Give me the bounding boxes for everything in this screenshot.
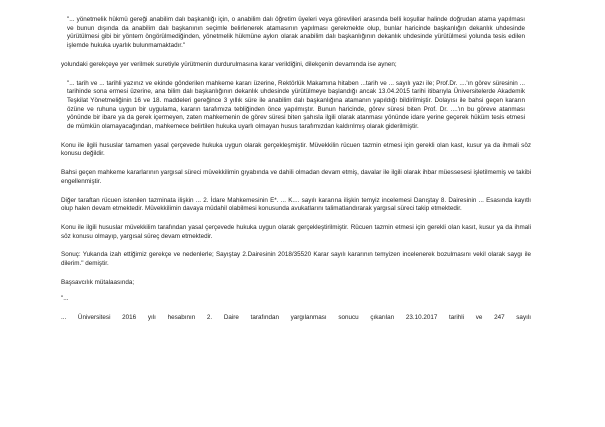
paragraph-spacer [61, 287, 531, 295]
conclusion-paragraph: Sonuç: Yukarıda izah ettiğimiz gerekçe ve nedenlerle; Sayıştay 2.Dairesinin 2018/35520 Karar sayılı kararının temyizen incelenerek bozulmasını vekil olarak saygı ile dilerim." demiştir. [61, 251, 531, 268]
paragraph-spacer [61, 269, 531, 279]
quoted-reasoning-paragraph: "... yönetmelik hükmü gereği anabilim dalı başkanlığı için, o anabilim dalı öğretim üyeleri veya görevlileri arasında belli koşullar halinde doğrudan atama yapılması ve bunun dışında da anabilim dalı başkanının seçimle belirlenerek atamasının yapılması gerekmekte olup, bunlar haricinde başkanlığın dekanlık uhdesinde yürütülmesi gibi bir yöntem öngörülmediğinden, yönetmelik hükmüne aykırı olarak anabilim dalı başkanlığının dekanlık uhdesinde yürütülmesi yolunda tesis edilen işlemde hukuka uyarlık bulunmamaktadır." [67, 16, 525, 50]
paragraph-spacer [61, 241, 531, 251]
paragraph-spacer [61, 132, 531, 142]
body-paragraph: Konu ile ilgili hususlar müvekkilim tarafından yasal çerçevede hukuka uygun olarak gerçekleştirilmiştir. Rücuen tazmin etmesi için gerekli olan kasıt, kusur ya da ihmali söz konusu olmayıp, yargısal süreç devam etmektedir. [61, 223, 531, 240]
paragraph-spacer [61, 187, 531, 197]
document-page [61, 16, 531, 323]
paragraph-spacer [61, 70, 531, 80]
opening-quote-line: "... [61, 295, 69, 303]
paragraph-spacer [61, 214, 531, 224]
paragraph-spacer [61, 51, 531, 61]
prosecutor-opinion-heading: Başsavcılık mütalaasında; [61, 278, 135, 286]
paragraph-spacer [61, 159, 531, 169]
opinion-body-line: ... Üniversitesi 2016 yılı hesabının 2. Daire tarafından yargılanması sonucu çıkarılan 23.10.2017 tarihli ve 247 sayılı [61, 314, 531, 322]
body-paragraph: Konu ile ilgili hususlar tamamen yasal çerçevede hukuka uygun olarak gerçekleşmiştir. Müvekkilin rücuen tazmin etmesi için gerekli olan kast, kusur ya da ihmali söz konusu değildir. [61, 141, 531, 158]
body-paragraph: yolundaki gerekçeye yer verilmek suretiyle yürütmenin durdurulmasına karar verildiğini, dilekçenin devamında ise aynen; [61, 60, 397, 68]
body-paragraph: Bahsi geçen mahkeme kararlarının yargısal süreci müvekkilimin gıyabında ve dahili olmadan devam etmiş, davalar ile ilgili olarak ihbar müessesesi işletilmemiş ve takibi engellenmiştir. [61, 169, 531, 185]
body-paragraph: Diğer taraftan rücuen istenilen tazminata ilişkin ... 2. İdare Mahkemesinin E*. ... K.... sayılı kararına ilişkin temyiz incelemesi Danıştay 8. Dairesinin ... Esasında kayıtlı olup halen devam etmektedir. Müvekkilimin davaya müdahil olabilmesi konusunda avukatlarını talimatlandırarak yargısal süreci takip etmektedir. [61, 196, 531, 213]
paragraph-spacer [61, 304, 531, 314]
quoted-petition-paragraph: "... tarih ve ... tarihli yazınız ve ekinde gönderilen mahkeme kararı üzerine, Rektörlük Makamına hitaben ...tarih ve ... sayılı yazı ile; Prof.Dr. ....'ın görev süresinin ... tarihinde sona ermesi üzerine, ana bilim dalı başkanlığının dekanlık uhdesinde yürütülmeye başlandığı ancak 13.04.2015 tarihi itibarıyla Üniversitelerde Akademik Teşkilat Yönetmeliğinin 16 ve 18. maddeleri gereğince 3 yıllık süre ile anabilim dalı başkanlığına atamanın yapıldığı bildirilmiştir. Dolayısı ile bahsi geçen kararın özüne ve ruhuna uygun bir uygulama, kararın tarafımıza tebliğinden önce yapılmıştır. Bunun haricinde, görev süresi biten Prof. Dr. ....'ın bu göreve atanması yönünde bir ibare ya da gerek içermeyen, zaten mahkemenin de görev süresi biten şahısla ilgili olarak atanması yönünde idare yerine geçerek hüküm tesis etmesi de mümkün olamayacağından, mahkemece belirtilen hukuka uyarlı olmayan husus tarafımızdan kaldırılmış olarak giderilmiştir. [67, 79, 525, 131]
